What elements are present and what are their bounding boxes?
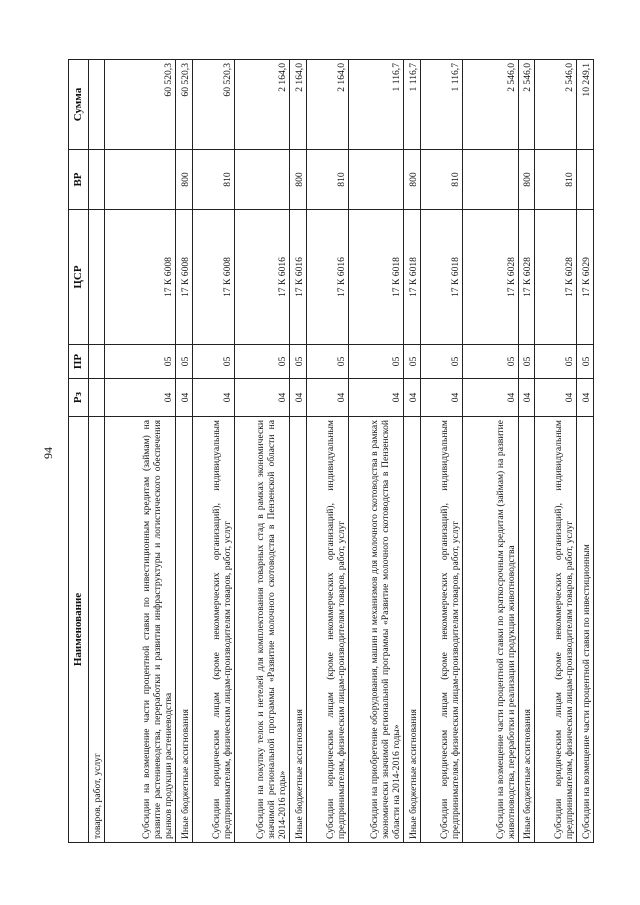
cell-sum: 2 546,0 [463, 60, 518, 150]
cell-vr [89, 150, 105, 210]
cell-pr: 05 [518, 345, 534, 379]
cell-rz: 04 [176, 379, 192, 417]
cell-csr [89, 210, 105, 345]
header-vr: ВР [69, 150, 89, 210]
cell-csr: 17 К 6008 [105, 210, 176, 345]
cell-pr: 05 [535, 345, 577, 379]
cell-name: Иные бюджетные ассигнования [290, 417, 306, 843]
cell-pr: 05 [349, 345, 404, 379]
cell-csr: 17 К 6018 [404, 210, 420, 345]
cell-rz: 04 [234, 379, 289, 417]
header-rz: Рз [69, 379, 89, 417]
cell-csr: 17 К 6018 [349, 210, 404, 345]
table-row [518, 60, 534, 843]
cell-pr: 05 [192, 345, 234, 379]
cell-vr [577, 150, 594, 210]
cell-name: Субсидии юридическим лицам (кроме некоммерческих организаций), индивидуальным предпринимателям, физическим лицам-производителям товаров, работ, услуг [420, 417, 462, 843]
cell-vr [105, 150, 176, 210]
table-body [89, 60, 594, 843]
table-row [290, 60, 306, 843]
header-csr: ЦСР [69, 210, 89, 345]
header-pr: ПР [69, 345, 89, 379]
table-row [420, 60, 462, 843]
cell-pr: 05 [577, 345, 594, 379]
cell-name: Субсидии юридическим лицам (кроме некоммерческих организаций), индивидуальным предпринимателям, физическим лицам-производителям товаров, работ, услуг [192, 417, 234, 843]
cell-csr: 17 К 6016 [290, 210, 306, 345]
cell-name: Иные бюджетные ассигнования [404, 417, 420, 843]
table-row [105, 60, 176, 843]
cell-vr: 800 [176, 150, 192, 210]
cell-csr: 17 К 6029 [577, 210, 594, 345]
cell-name: Субсидии на покупку телок и нетелей для комплектования товарных стад в рамках экономически значимой региональной программы «Развитие молочного скотоводства в Пензенской области на 2014-2016 годы» [234, 417, 289, 843]
cell-pr: 05 [290, 345, 306, 379]
cell-pr: 05 [234, 345, 289, 379]
cell-vr: 800 [404, 150, 420, 210]
cell-name: Субсидии на приобретение оборудования, машин и механизмов для молочного скотоводства в рамках экономически значимой региональной программы «Развитие молочного скотоводства в Пензенской области на 2014-2016 годы» [349, 417, 404, 843]
cell-sum: 2 546,0 [518, 60, 534, 150]
table-row [306, 60, 348, 843]
cell-csr: 17 К 6008 [176, 210, 192, 345]
cell-vr [234, 150, 289, 210]
cell-vr: 810 [535, 150, 577, 210]
cell-csr: 17 К 6008 [192, 210, 234, 345]
cell-rz: 04 [306, 379, 348, 417]
table-row [404, 60, 420, 843]
cell-csr: 17 К 6028 [463, 210, 518, 345]
table-row [176, 60, 192, 843]
cell-vr [349, 150, 404, 210]
cell-sum: 1 116,7 [349, 60, 404, 150]
cell-sum [89, 60, 105, 150]
cell-sum: 2 546,0 [535, 60, 577, 150]
cell-sum: 1 116,7 [420, 60, 462, 150]
cell-name: Субсидии юридическим лицам (кроме некоммерческих организаций), индивидуальным предпринимателям, физическим лицам-производителям товаров, работ, услуг [306, 417, 348, 843]
cell-sum: 60 520,3 [176, 60, 192, 150]
cell-name: Иные бюджетные ассигнования [518, 417, 534, 843]
table-row [234, 60, 289, 843]
cell-name: Субсидии юридическим лицам (кроме некоммерческих организаций), индивидуальным предпринимателям, физическим лицам-производителям товаров, работ, услуг [535, 417, 577, 843]
cell-vr [463, 150, 518, 210]
cell-pr: 05 [420, 345, 462, 379]
cell-rz: 04 [518, 379, 534, 417]
table-row [349, 60, 404, 843]
budget-table-container [68, 60, 594, 843]
cell-pr: 05 [176, 345, 192, 379]
cell-vr: 810 [306, 150, 348, 210]
cell-vr: 810 [420, 150, 462, 210]
cell-sum: 60 520,3 [105, 60, 176, 150]
cell-rz: 04 [105, 379, 176, 417]
table-header-row [69, 60, 89, 843]
cell-vr: 810 [192, 150, 234, 210]
cell-csr: 17 К 6016 [306, 210, 348, 345]
table-row [192, 60, 234, 843]
cell-rz: 04 [463, 379, 518, 417]
cell-name: Иные бюджетные ассигнования [176, 417, 192, 843]
cell-sum: 2 164,0 [290, 60, 306, 150]
cell-rz: 04 [192, 379, 234, 417]
cell-rz: 04 [535, 379, 577, 417]
table-row [89, 60, 105, 843]
cell-rz: 04 [420, 379, 462, 417]
table-row [577, 60, 594, 843]
cell-rz: 04 [290, 379, 306, 417]
cell-pr: 05 [105, 345, 176, 379]
cell-pr [89, 345, 105, 379]
cell-name: Субсидии на возмещение части процентной ставки по краткосрочным кредитам (займам) на развитие животноводства, переработки и реализации продукции животноводства [463, 417, 518, 843]
cell-sum: 10 249,1 [577, 60, 594, 150]
cell-name: товаров, работ, услуг [89, 417, 105, 843]
cell-pr: 05 [306, 345, 348, 379]
cell-csr: 17 К 6028 [535, 210, 577, 345]
cell-rz: 04 [404, 379, 420, 417]
cell-rz: 04 [349, 379, 404, 417]
cell-rz [89, 379, 105, 417]
cell-sum: 2 164,0 [306, 60, 348, 150]
cell-rz: 04 [577, 379, 594, 417]
cell-name: Субсидии на возмещение части процентной ставки по инвестиционным [577, 417, 594, 843]
cell-sum: 60 520,3 [192, 60, 234, 150]
cell-pr: 05 [463, 345, 518, 379]
cell-csr: 17 К 6016 [234, 210, 289, 345]
budget-table [68, 59, 594, 843]
cell-pr: 05 [404, 345, 420, 379]
cell-csr: 17 К 6018 [420, 210, 462, 345]
cell-csr: 17 К 6028 [518, 210, 534, 345]
cell-sum: 1 116,7 [404, 60, 420, 150]
header-name: Наименование [69, 417, 89, 843]
cell-sum: 2 164,0 [234, 60, 289, 150]
page-number: 94 [41, 447, 55, 459]
cell-vr: 800 [290, 150, 306, 210]
cell-vr: 800 [518, 150, 534, 210]
table-row [535, 60, 577, 843]
table-row [463, 60, 518, 843]
cell-name: Субсидии на возмещение части процентной ставки по инвестиционным кредитам (займам) на развитие растениеводства, переработки и развития инфраструктуры и логистического обеспечения рынков продукции растениеводства [105, 417, 176, 843]
header-sum: Сумма [69, 60, 89, 150]
